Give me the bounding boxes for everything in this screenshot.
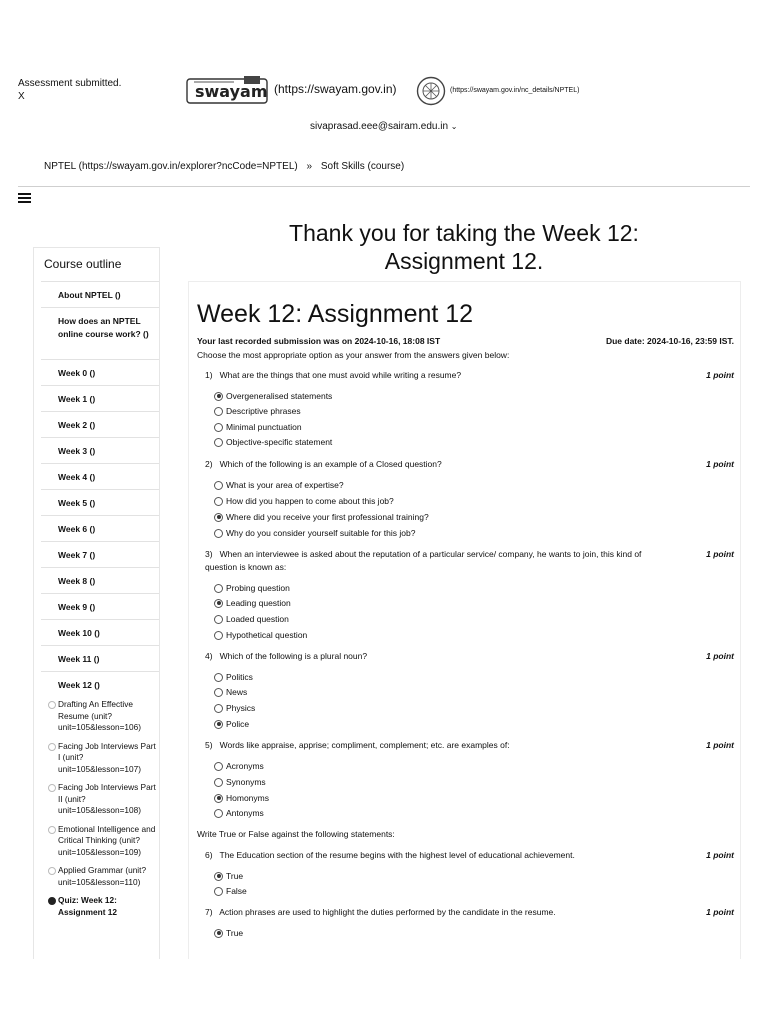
option-label: Where did you receive your first professional training? (226, 512, 429, 522)
option-label: Acronyms (226, 761, 264, 771)
radio[interactable] (214, 762, 223, 771)
breadcrumb (44, 161, 404, 172)
header-divider (18, 186, 750, 187)
sidebar-item-week-7[interactable]: Week 7 () (41, 541, 159, 567)
sidebar-item-week-12[interactable]: Week 12 () (41, 671, 159, 697)
option-label: Overgeneralised statements (226, 391, 333, 401)
option-label: Police (226, 719, 250, 729)
option-label: What is your area of expertise? (226, 480, 344, 490)
lesson-job-interviews-2[interactable]: Facing Job Interviews Part II (unit?unit=105&lesson=108) (48, 782, 159, 817)
option-label: Physics (226, 703, 256, 713)
question-number: 3) (205, 549, 213, 559)
radio[interactable] (214, 704, 223, 713)
radio-selected[interactable] (214, 720, 223, 729)
thank-you-message (160, 219, 768, 275)
q5-option-1[interactable] (214, 761, 264, 771)
q7-option-1[interactable] (214, 928, 243, 938)
q4-option-1[interactable] (214, 672, 253, 682)
question-text: Which of the following is a plural noun? (219, 651, 368, 661)
question-points: 1 point (706, 740, 734, 750)
nptel-link[interactable]: (https://swayam.gov.in/nc_details/NPTEL) (450, 87, 580, 94)
sidebar-item-week-10[interactable]: Week 10 () (41, 619, 159, 645)
question-text: Which of the following is an example of a Closed question? (219, 459, 442, 469)
sidebar-title: Course outline (44, 257, 122, 271)
sidebar-item-week-9[interactable]: Week 9 () (41, 593, 159, 619)
chevron-down-icon[interactable]: ⌄ (450, 122, 458, 131)
menu-icon[interactable] (18, 193, 31, 204)
question-5 (197, 739, 734, 752)
thank-you-line-2: Assignment 12. (384, 248, 544, 274)
lesson-quiz-week-12[interactable]: Quiz: Week 12: Assignment 12 (48, 895, 159, 918)
assignment-card (188, 281, 741, 959)
option-label: Antonyms (226, 808, 264, 818)
sidebar-item-week-3[interactable]: Week 3 () (41, 437, 159, 463)
question-text: Action phrases are used to highlight the duties performed by the candidate in the resume. (219, 907, 556, 917)
radio-selected[interactable] (214, 794, 223, 803)
swayam-logo[interactable] (186, 76, 270, 106)
radio[interactable] (214, 673, 223, 682)
q3-option-2[interactable] (214, 598, 291, 608)
submission-meta (197, 336, 734, 346)
option-label: Probing question (226, 583, 290, 593)
option-label: How did you happen to come about this job? (226, 496, 394, 506)
radio[interactable] (214, 584, 223, 593)
lesson-job-interviews-1[interactable]: Facing Job Interviews Part I (unit?unit=105&lesson=107) (48, 741, 159, 776)
breadcrumb-separator: » (306, 161, 313, 172)
assignment-title: Week 12: Assignment 12 (197, 300, 474, 328)
sidebar-item-week-2[interactable]: Week 2 () (41, 411, 159, 437)
breadcrumb-root[interactable]: NPTEL (https://swayam.gov.in/explorer?ncCode=NPTEL) (44, 161, 298, 172)
question-points: 1 point (706, 907, 734, 917)
question-number: 6) (205, 850, 213, 860)
svg-text:swayam: swayam (195, 82, 268, 101)
option-label: Loaded question (226, 614, 289, 624)
q1-option-4[interactable] (214, 437, 332, 447)
option-label: True (226, 871, 244, 881)
question-text: Words like appraise, apprise; compliment, complement; etc. are examples of: (219, 740, 510, 750)
question-number: 7) (205, 907, 213, 917)
sidebar-item-how-it-works[interactable]: How does an NPTEL online course work? () (41, 307, 159, 359)
notice-text: Assessment submitted. (18, 78, 122, 89)
radio[interactable] (214, 423, 223, 432)
question-points: 1 point (706, 370, 734, 380)
sidebar-item-week-8[interactable]: Week 8 () (41, 567, 159, 593)
last-submission: Your last recorded submission was on 2024-10-16, 18:08 IST (197, 336, 441, 346)
q4-option-4[interactable] (214, 719, 249, 729)
question-number: 1) (205, 370, 213, 380)
radio[interactable] (214, 631, 223, 640)
option-label: False (226, 886, 247, 896)
q3-option-3[interactable] (214, 614, 289, 624)
question-number: 4) (205, 651, 213, 661)
lesson-drafting-resume[interactable]: Drafting An Effective Resume (unit?unit=105&lesson=106) (48, 699, 159, 734)
q3-option-4[interactable] (214, 630, 307, 640)
q5-option-4[interactable] (214, 808, 264, 818)
radio-selected[interactable] (214, 392, 223, 401)
option-label: News (226, 687, 248, 697)
sidebar-item-week-4[interactable]: Week 4 () (41, 463, 159, 489)
sidebar-item-about-nptel[interactable]: About NPTEL () (41, 281, 159, 307)
radio[interactable] (214, 688, 223, 697)
option-label: Objective-specific statement (226, 437, 333, 447)
sidebar-item-week-1[interactable]: Week 1 () (41, 385, 159, 411)
question-points: 1 point (706, 850, 734, 860)
q1-option-2[interactable] (214, 406, 301, 416)
sidebar-item-week-5[interactable]: Week 5 () (41, 489, 159, 515)
thank-you-line-1: Thank you for taking the Week 12: (289, 220, 639, 246)
question-7 (197, 906, 734, 919)
breadcrumb-current[interactable]: Soft Skills (course) (320, 161, 405, 172)
radio[interactable] (214, 407, 223, 416)
q4-option-3[interactable] (214, 703, 255, 713)
option-label: Hypothetical question (226, 630, 308, 640)
section-note: Write True or False against the following statements: (197, 829, 395, 839)
question-4 (197, 650, 734, 663)
radio[interactable] (214, 497, 223, 506)
option-label: Minimal punctuation (226, 422, 302, 432)
question-number: 5) (205, 740, 213, 750)
course-outline-sidebar (33, 247, 160, 959)
q2-option-4[interactable] (214, 528, 415, 538)
sidebar-item-week-6[interactable]: Week 6 () (41, 515, 159, 541)
close-notice-button[interactable]: X (18, 91, 25, 102)
question-points: 1 point (706, 549, 734, 559)
q2-option-1[interactable] (214, 480, 344, 490)
radio-selected[interactable] (214, 872, 223, 881)
question-points: 1 point (706, 459, 734, 469)
question-text: What are the things that one must avoid while writing a resume? (219, 370, 462, 380)
radio[interactable] (214, 529, 223, 538)
question-3 (197, 548, 734, 573)
radio[interactable] (214, 887, 223, 896)
q5-option-2[interactable] (214, 777, 266, 787)
q4-option-2[interactable] (214, 687, 247, 697)
option-label: Descriptive phrases (226, 406, 301, 416)
q3-option-1[interactable] (214, 583, 290, 593)
question-text: The Education section of the resume begins with the highest level of educational achievement. (219, 850, 575, 860)
user-email[interactable]: sivaprasad.eee@sairam.edu.in (310, 121, 449, 132)
option-label: Homonyms (226, 793, 269, 803)
radio-selected[interactable] (214, 929, 223, 938)
q2-option-3[interactable] (214, 512, 429, 522)
option-label: Leading question (226, 598, 291, 608)
question-2 (197, 458, 734, 471)
q6-option-2[interactable] (214, 886, 247, 896)
user-menu[interactable] (310, 121, 458, 132)
swayam-link[interactable]: (https://swayam.gov.in) (274, 82, 397, 96)
nptel-logo[interactable] (416, 76, 446, 106)
q2-option-2[interactable] (214, 496, 394, 506)
q5-option-3[interactable] (214, 793, 269, 803)
due-date: Due date: 2024-10-16, 23:59 IST. (605, 336, 734, 346)
radio-selected[interactable] (214, 599, 223, 608)
option-label: True (226, 928, 244, 938)
q1-option-1[interactable] (214, 391, 332, 401)
q6-option-1[interactable] (214, 871, 243, 881)
option-label: Synonyms (226, 777, 266, 787)
option-label: Why do you consider yourself suitable for this job? (226, 528, 416, 538)
question-points: 1 point (706, 651, 734, 661)
radio[interactable] (214, 778, 223, 787)
sidebar-item-week-0[interactable]: Week 0 () (41, 359, 159, 385)
radio[interactable] (214, 438, 223, 447)
radio[interactable] (214, 615, 223, 624)
lesson-emotional-intelligence[interactable]: Emotional Intelligence and Critical Thinking (unit?unit=105&lesson=109) (48, 824, 159, 859)
option-label: Politics (226, 672, 253, 682)
question-6 (197, 849, 734, 862)
radio[interactable] (214, 481, 223, 490)
question-number: 2) (205, 459, 213, 469)
instruction-text: Choose the most appropriate option as your answer from the answers given below: (197, 350, 510, 360)
sidebar-item-week-11[interactable]: Week 11 () (41, 645, 159, 671)
radio[interactable] (214, 809, 223, 818)
question-1 (197, 369, 734, 382)
submission-notice (18, 77, 121, 103)
radio-selected[interactable] (214, 513, 223, 522)
question-text: When an interviewee is asked about the reputation of a particular service/ company, he wants to join, this kind of question is known as: (205, 549, 642, 572)
lesson-applied-grammar[interactable]: Applied Grammar (unit?unit=105&lesson=110) (48, 865, 159, 888)
q1-option-3[interactable] (214, 422, 302, 432)
